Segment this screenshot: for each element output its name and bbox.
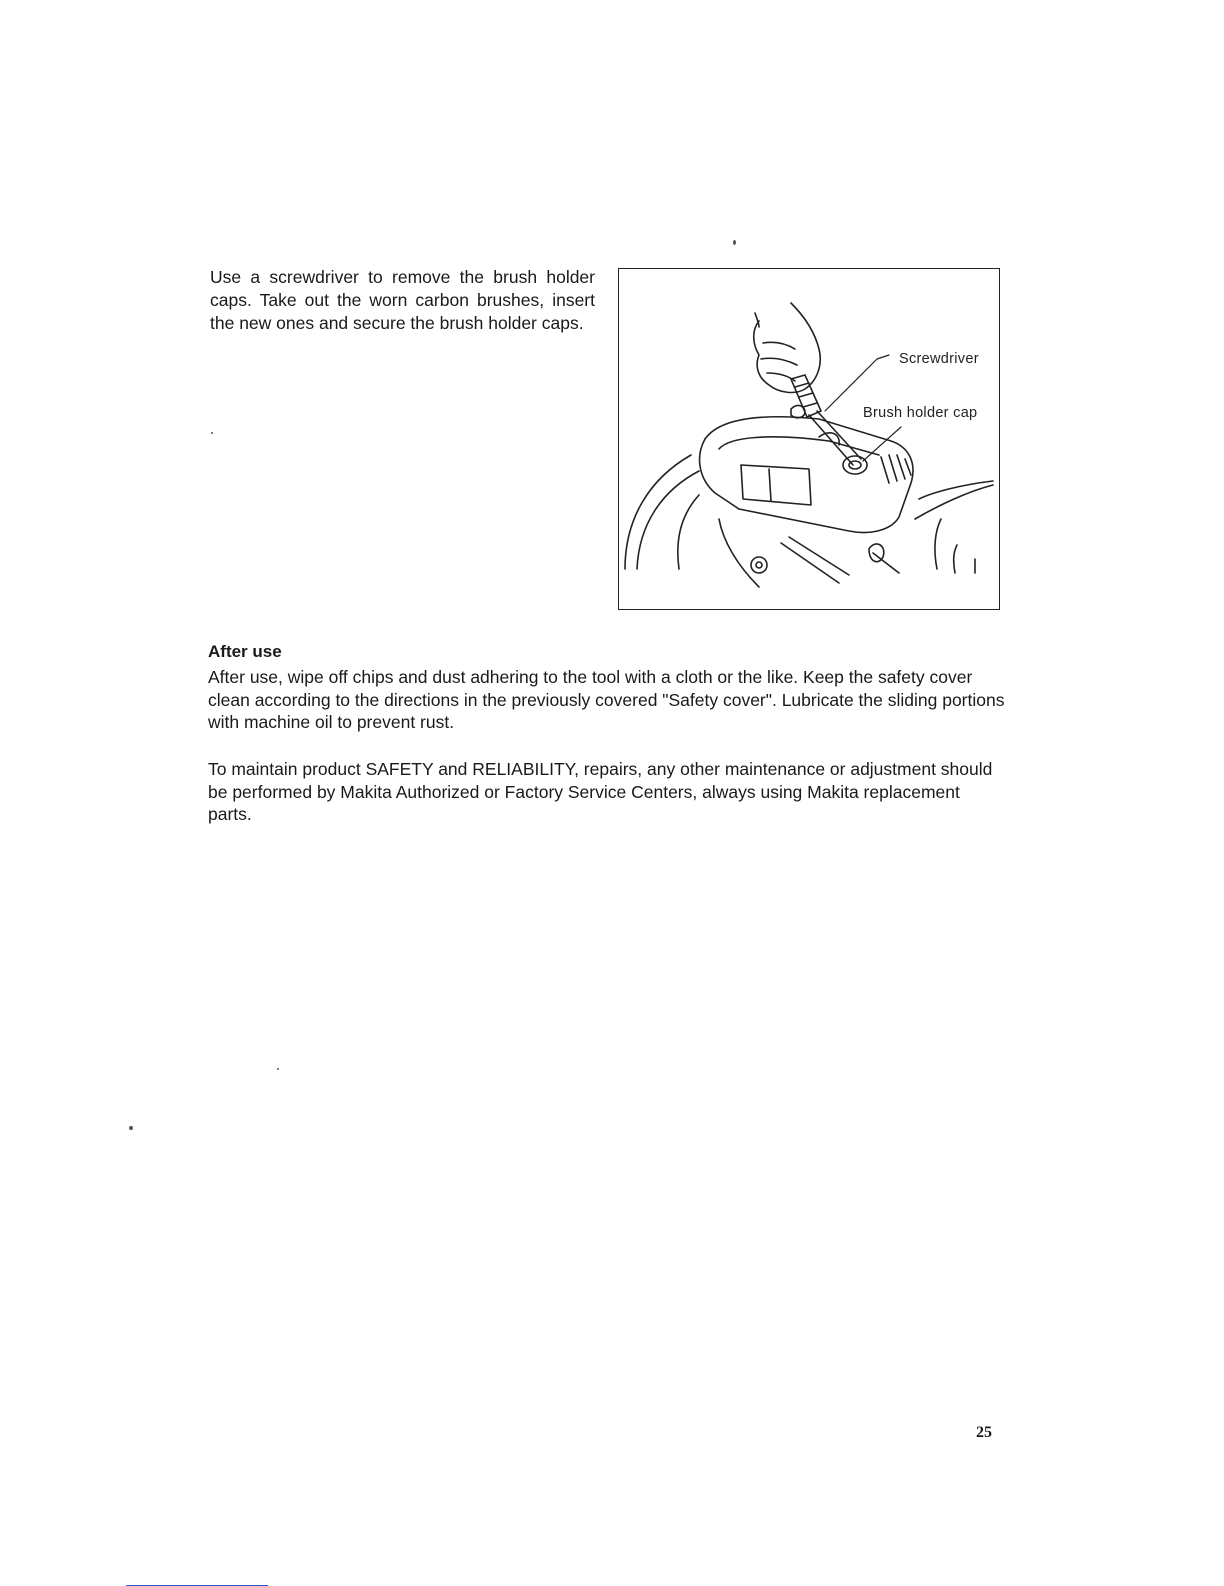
screwdriver-callout: Screwdriver [899,351,979,367]
intro-paragraph: Use a screwdriver to remove the brush holder caps. Take out the worn carbon brushes, insert the new ones and secure the brush holder caps. [210,267,595,333]
brush-holder-cap-leader [863,427,901,461]
tool-line-drawing [619,269,999,609]
scan-speck [129,1126,133,1130]
scan-speck [733,240,736,245]
after-use-paragraph: After use, wipe off chips and dust adhering to the tool with a cloth or the like. Keep the safety cover clean according to the directions in the previously covered "Safety cover". Lubricate the sliding portions with machine oil to prevent rust. [208,667,1005,732]
arbor-bolt [751,557,767,573]
screwdriver-leader [825,355,889,411]
brush-holder-cap-callout: Brush holder cap [863,405,978,421]
brush-holder-cap [843,456,867,474]
after-use-heading: After use [208,642,282,661]
scan-speck [211,432,213,434]
blade-guard [625,455,691,569]
brush-holder-cap-illustration [618,268,1000,610]
hand-outline [754,303,821,392]
scan-speck [277,1068,279,1070]
page-number: 25 [976,1424,992,1441]
maintenance-paragraph: To maintain product SAFETY and RELIABILITY, repairs, any other maintenance or adjustment should be performed by Makita Authorized or Factory Service Centers, always using Makita replacement parts. [208,759,993,824]
